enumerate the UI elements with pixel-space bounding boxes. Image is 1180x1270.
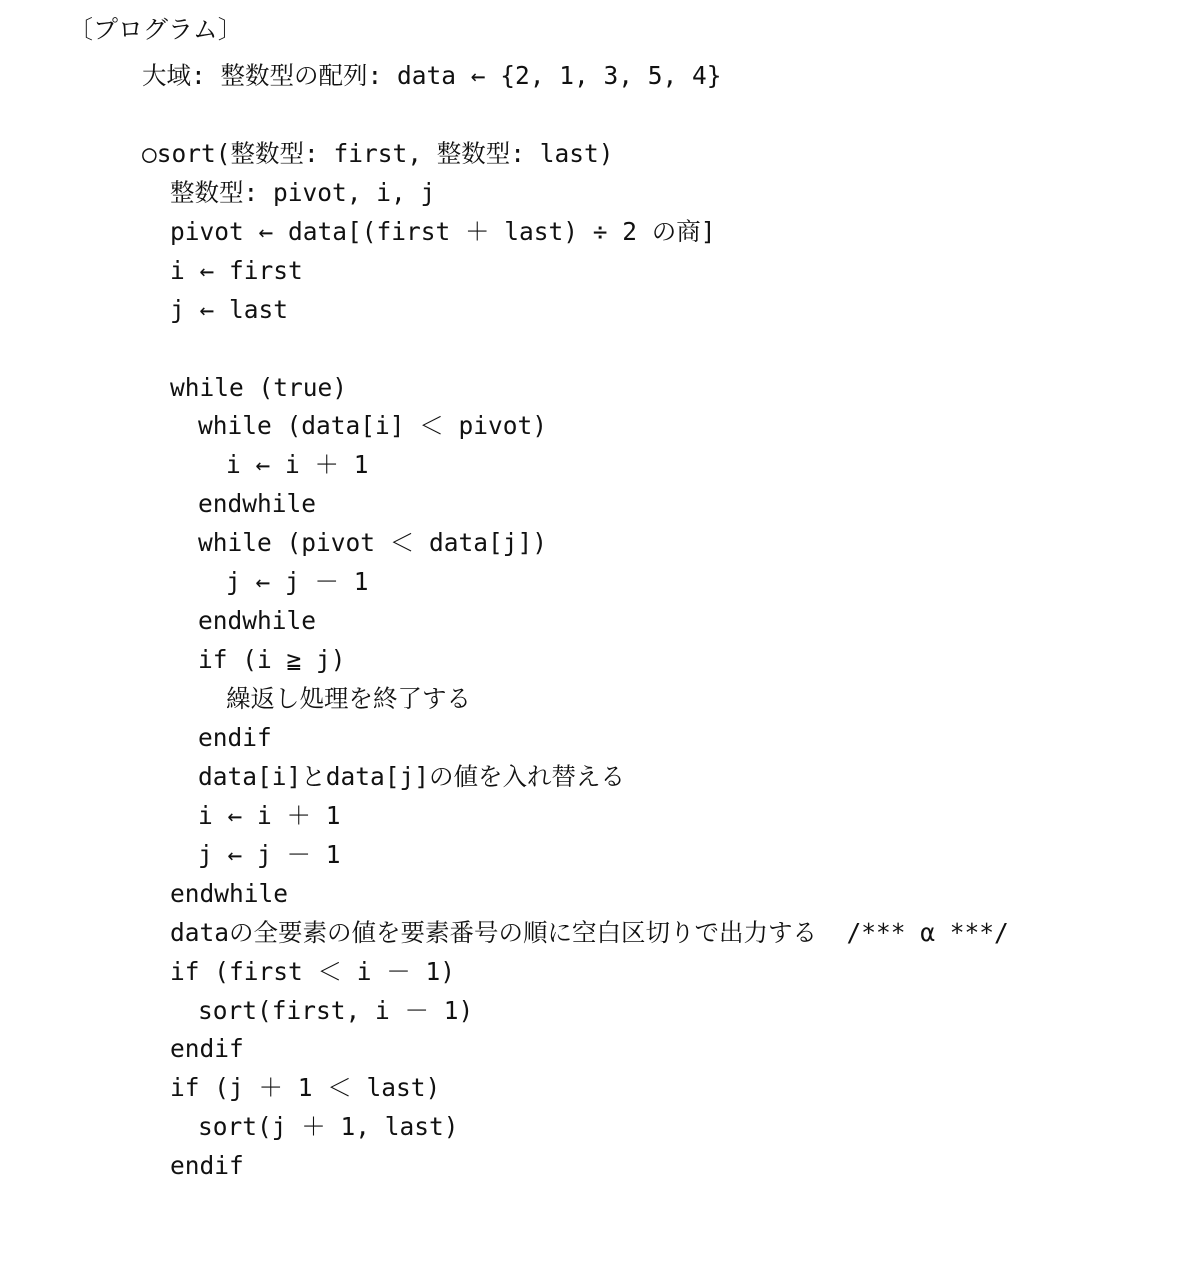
- code-line: 大域: 整数型の配列: data ← {2, 1, 3, 5, 4}: [142, 61, 722, 90]
- code-line: endwhile: [198, 489, 317, 519]
- code-line: endwhile: [170, 878, 289, 908]
- code-line: 整数型: pivot, i, j: [170, 177, 436, 207]
- code-line: [0, 96, 1180, 135]
- code-line: endif: [170, 1034, 244, 1064]
- program-heading: 〔プログラム〕: [68, 15, 243, 44]
- code-line: if (j ＋ 1 ＜ last): [170, 1073, 441, 1103]
- code-line: [0, 330, 1180, 369]
- code-line: ○sort(整数型: first, 整数型: last): [142, 138, 614, 168]
- code-line: i ← first: [170, 255, 303, 285]
- code-line: while (true): [170, 372, 348, 402]
- code-line: dataの全要素の値を要素番号の順に空白区切りで出力する /*** α ***/: [170, 917, 1009, 947]
- code-line: while (pivot ＜ data[j]): [198, 528, 548, 558]
- code-line: if (first ＜ i － 1): [170, 956, 456, 986]
- code-line: sort(first, i － 1): [198, 995, 474, 1025]
- code-line: endif: [170, 1151, 244, 1181]
- code-line: i ← i ＋ 1: [226, 450, 369, 480]
- code-line: data[i]とdata[j]の値を入れ替える: [198, 761, 626, 791]
- code-line: pivot ← data[(first ＋ last) ÷ 2 の商]: [170, 216, 716, 246]
- code-line: endif: [198, 722, 272, 752]
- code-line: j ← j － 1: [226, 567, 369, 597]
- code-line: 繰返し処理を終了する: [226, 684, 471, 713]
- code-line: i ← i ＋ 1: [198, 800, 341, 830]
- code-line: if (i ≧ j): [198, 645, 346, 675]
- code-line: while (data[i] ＜ pivot): [198, 411, 548, 441]
- program-code-block: [0, 57, 1180, 1186]
- code-line: endwhile: [198, 606, 317, 636]
- code-line: sort(j ＋ 1, last): [198, 1112, 459, 1142]
- code-line: j ← last: [170, 294, 289, 324]
- code-line: j ← j － 1: [198, 839, 341, 869]
